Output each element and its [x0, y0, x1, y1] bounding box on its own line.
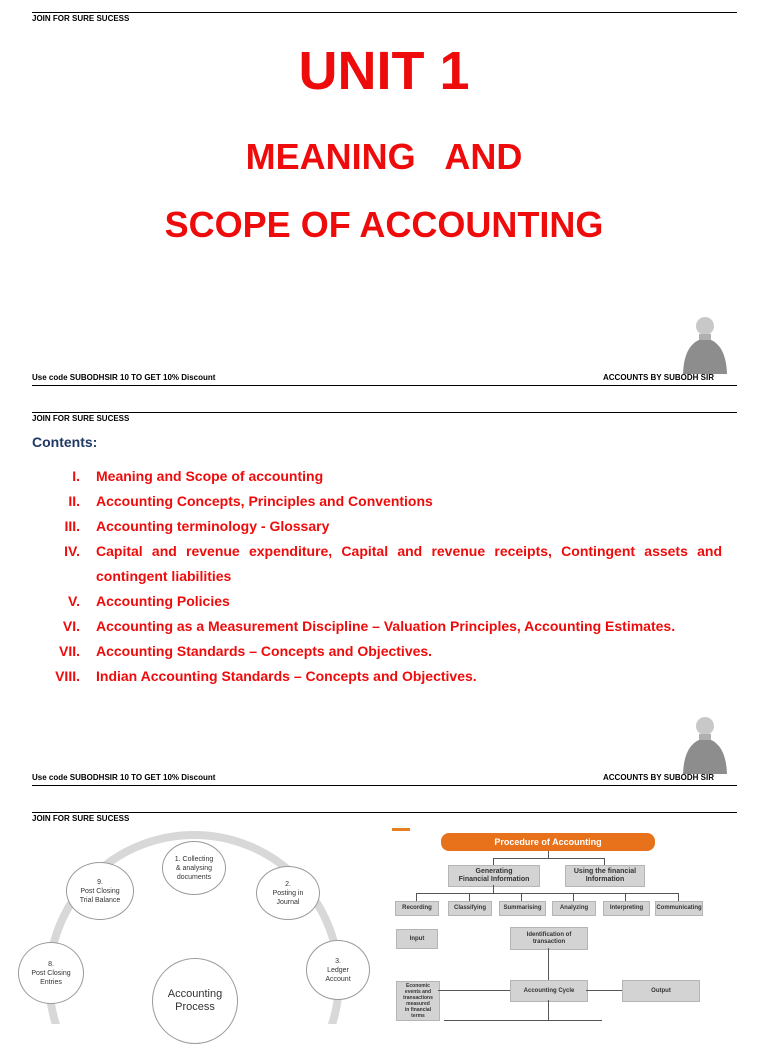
identification-box: Identification of transaction — [510, 927, 588, 950]
connector — [521, 893, 522, 901]
presenter-avatar — [680, 314, 730, 374]
toc-number: VIII. — [55, 668, 80, 684]
toc-text: Meaning and Scope of accounting — [96, 468, 324, 484]
page3-header: JOIN FOR SURE SUCESS — [32, 814, 130, 823]
toc-number: V. — [68, 593, 80, 609]
connector — [493, 858, 604, 859]
connector — [604, 858, 605, 865]
connector — [416, 893, 417, 901]
connector — [625, 893, 626, 901]
toc-number: III. — [64, 518, 80, 534]
connector — [438, 990, 510, 991]
connector — [678, 893, 679, 901]
page2-header: JOIN FOR SURE SUCESS — [32, 414, 130, 423]
toc-item[interactable] — [32, 514, 722, 539]
toc-item[interactable] — [32, 639, 722, 664]
step-analyzing: Analyzing — [552, 901, 596, 916]
input-box: Input — [396, 929, 438, 949]
toc-item[interactable] — [32, 589, 722, 614]
toc-item[interactable] — [32, 489, 722, 514]
page1-footer-right: ACCOUNTS BY SUBODH SIR — [603, 373, 714, 382]
corner-mark — [392, 828, 410, 831]
step-recording: Recording — [395, 901, 439, 916]
toc-item[interactable] — [32, 664, 722, 689]
connector — [469, 893, 470, 901]
toc-number: I. — [72, 468, 80, 484]
toc-text: Indian Accounting Standards – Concepts and Objectives. — [96, 668, 477, 684]
toc-text: Accounting Concepts, Principles and Conventions — [96, 493, 433, 509]
page2-footer-left: Use code SUBODHSIR 10 TO GET 10% Discount — [32, 773, 216, 782]
cycle-step-journal: 2. Posting in Journal — [256, 866, 320, 920]
connector — [573, 893, 574, 901]
meaning-heading: MEANING AND — [245, 136, 523, 177]
connector — [493, 885, 494, 893]
procedure-title: Procedure of Accounting — [441, 833, 655, 851]
page3-top-rule — [32, 812, 737, 813]
using-info-box: Using the financial Information — [565, 865, 645, 887]
step-classifying: Classifying — [448, 901, 492, 916]
scope-heading: SCOPE OF ACCOUNTING — [164, 204, 604, 245]
page1-header: JOIN FOR SURE SUCESS — [32, 14, 130, 23]
toc-number: IV. — [64, 543, 80, 559]
page2-footer-right: ACCOUNTS BY SUBODH SIR — [603, 773, 714, 782]
accounting-cycle-box: Accounting Cycle — [510, 980, 588, 1002]
page1-bottom-rule — [32, 385, 737, 386]
cycle-step-closing-entries: 8. Post Closing Entries — [18, 942, 84, 1004]
toc-item[interactable] — [32, 614, 722, 639]
toc-text: Accounting as a Measurement Discipline – Valuation Principles, Accounting Estimates. — [96, 618, 676, 634]
toc-number: VII. — [58, 643, 80, 659]
unit-title: UNIT 1 — [298, 41, 470, 101]
accounting-process-center: Accounting Process — [152, 958, 238, 1044]
toc-number: II. — [68, 493, 80, 509]
cycle-step-ledger: 3. Ledger Account — [306, 940, 370, 1000]
table-of-contents — [32, 464, 722, 689]
presenter-avatar — [680, 714, 730, 774]
page2-bottom-rule — [32, 785, 737, 786]
cycle-step-trial-balance: 9. Post Closing Trial Balance — [66, 862, 134, 920]
toc-item[interactable] — [32, 539, 722, 589]
economic-events-box: Economic events and transactions measured in financial terms — [396, 981, 440, 1021]
step-communicating: Communicating — [655, 901, 703, 916]
output-box: Output — [622, 980, 700, 1002]
connector — [493, 858, 494, 865]
page1-footer-left: Use code SUBODHSIR 10 TO GET 10% Discount — [32, 373, 216, 382]
connector — [548, 948, 549, 980]
connector — [416, 893, 679, 894]
toc-text: Accounting Policies — [96, 593, 230, 609]
generating-info-box: Generating Financial Information — [448, 865, 540, 887]
toc-text: Accounting terminology - Glossary — [96, 518, 330, 534]
connector — [444, 1020, 602, 1021]
connector — [586, 990, 622, 991]
toc-number: VI. — [62, 618, 80, 634]
step-summarising: Summarising — [499, 901, 546, 916]
step-interpreting: Interpreting — [603, 901, 650, 916]
page1-top-rule — [32, 12, 737, 13]
toc-item[interactable] — [32, 464, 722, 489]
cycle-step-collecting: 1. Collecting & analysing documents — [162, 841, 226, 895]
toc-text: Accounting Standards – Concepts and Objectives. — [96, 643, 433, 659]
connector — [548, 1000, 549, 1020]
page2-top-rule — [32, 412, 737, 413]
contents-heading: Contents: — [32, 434, 98, 450]
toc-text: Capital and revenue expenditure, Capital and revenue receipts, Contingent assets and contingent liabilities — [96, 543, 722, 584]
